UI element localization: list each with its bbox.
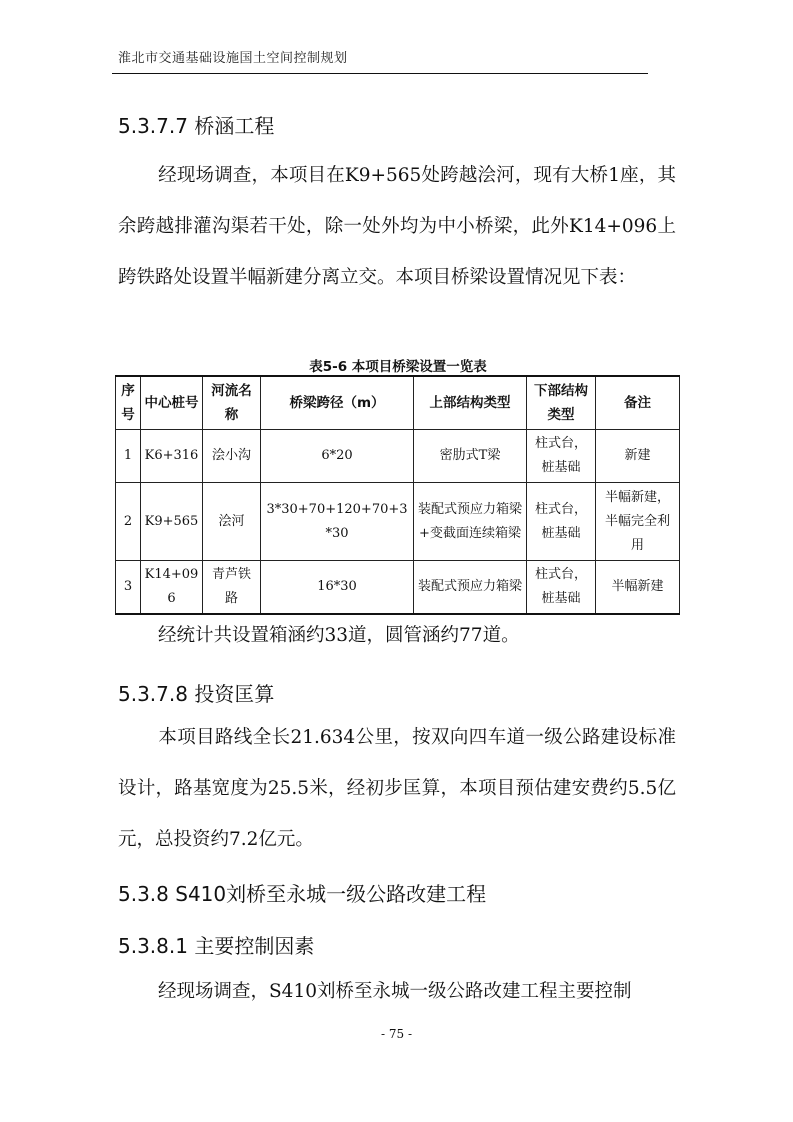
section-heading-investment: 5.3.7.8 投资匡算 xyxy=(118,682,275,706)
table-cell: 6*20 xyxy=(261,430,414,483)
table-row xyxy=(116,483,680,561)
table-cell: 柱式台，桩基础 xyxy=(527,430,596,483)
table-caption: 表5-6 本项目桥梁设置一览表 xyxy=(309,359,487,375)
table-cell: 1 xyxy=(116,430,141,483)
table-row xyxy=(116,561,680,615)
header-rule xyxy=(112,73,648,74)
column-header: 下部结构类型 xyxy=(527,376,596,430)
section-heading-control-factors: 5.3.8.1 主要控制因素 xyxy=(118,934,315,958)
table-cell: 装配式预应力箱梁+变截面连续箱梁 xyxy=(414,483,527,561)
bridge-table xyxy=(115,375,680,615)
column-header: 河流名称 xyxy=(203,376,261,430)
table-cell: 柱式台，桩基础 xyxy=(527,483,596,561)
table-cell: 浍河 xyxy=(203,483,261,561)
paragraph-culverts-text: 经统计共设置箱涵约33道，圆管涵约77道。 xyxy=(158,625,520,646)
table-cell: 3 xyxy=(116,561,141,615)
table-cell: 3*30+70+120+70+3*30 xyxy=(261,483,414,561)
table-header-row xyxy=(116,376,680,430)
column-header: 备注 xyxy=(596,376,680,430)
column-header: 序号 xyxy=(116,376,141,430)
table-cell: 新建 xyxy=(596,430,680,483)
paragraph-culverts xyxy=(118,610,676,661)
section-heading-bridges: 5.3.7.7 桥涵工程 xyxy=(118,114,275,138)
table-cell: 装配式预应力箱梁 xyxy=(414,561,527,615)
paragraph-control-factors-text: 经现场调查，S410刘桥至永城一级公路改建工程主要控制 xyxy=(158,981,632,1002)
paragraph-bridges xyxy=(118,150,676,303)
page-number: - 75 - xyxy=(380,1027,412,1041)
column-header: 上部结构类型 xyxy=(414,376,527,430)
paragraph-investment xyxy=(118,712,676,865)
column-header: 中心桩号 xyxy=(141,376,203,430)
table-cell: 青芦铁路 xyxy=(203,561,261,615)
table-cell: K9+565 xyxy=(141,483,203,561)
table-row xyxy=(116,430,680,483)
column-header: 桥梁跨径（m） xyxy=(261,376,414,430)
table-cell: K14+096 xyxy=(141,561,203,615)
section-heading-s410: 5.3.8 S410刘桥至永城一级公路改建工程 xyxy=(118,882,487,906)
table-cell: 16*30 xyxy=(261,561,414,615)
table-cell: 半幅新建，半幅完全利用 xyxy=(596,483,680,561)
table-cell: 2 xyxy=(116,483,141,561)
table-cell: K6+316 xyxy=(141,430,203,483)
table-cell: 半幅新建 xyxy=(596,561,680,615)
paragraph-bridges-text: 经现场调查，本项目在K9+565处跨越浍河，现有大桥1座，其余跨越排灌沟渠若干处，除一处外均为中小桥梁，此外K14+096上跨铁路处设置半幅新建分离立交。本项目桥梁设置情况见下表： xyxy=(118,165,676,288)
table-cell: 柱式台，桩基础 xyxy=(527,561,596,615)
running-header: 淮北市交通基础设施国土空间控制规划 xyxy=(118,51,348,66)
paragraph-control-factors xyxy=(118,966,676,1017)
table-cell: 浍小沟 xyxy=(203,430,261,483)
table-cell: 密肋式T梁 xyxy=(414,430,527,483)
paragraph-investment-text: 本项目路线全长21.634公里，按双向四车道一级公路建设标准设计，路基宽度为25.5米，经初步匡算，本项目预估建安费约5.5亿元，总投资约7.2亿元。 xyxy=(118,727,676,850)
